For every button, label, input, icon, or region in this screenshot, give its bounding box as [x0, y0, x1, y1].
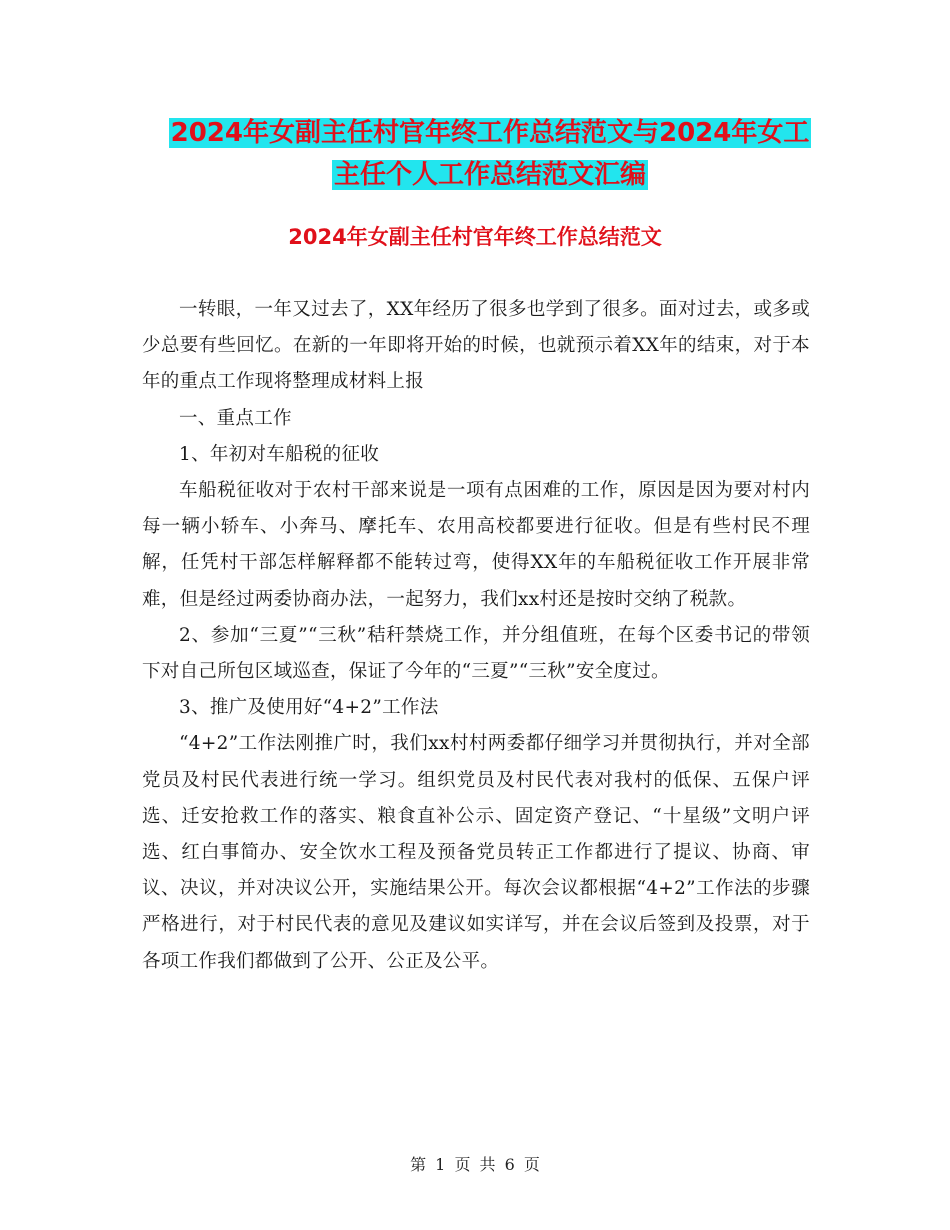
body-heading: 一、重点工作: [179, 407, 292, 429]
section-title: 2024年女副主任村官年终工作总结范文: [288, 225, 662, 249]
body-paragraph: 2、参加“三夏”“三秋”秸秆禁烧工作，并分组值班，在每个区委书记的带领下对自己所包区域巡查，保证了今年的“三夏”“三秋”安全度过。: [142, 624, 810, 683]
main-title-line-1: 2024年女副主任村官年终工作总结范文与2024年女工: [170, 118, 810, 148]
document-body: [142, 292, 810, 980]
main-title-line-2: 主任个人工作总结范文汇编: [333, 160, 646, 190]
page-number-footer: 第 1 页 共 6 页: [410, 1155, 540, 1174]
body-subheading: 1、年初对车船税的征收: [179, 443, 380, 465]
document-main-title: [140, 112, 840, 196]
body-subheading: 3、推广及使用好“4+2”工作法: [179, 697, 439, 719]
body-paragraph: “4+2”工作法刚推广时，我们xx村村两委都仔细学习并贯彻执行，并对全部党员及村民代表进行统一学习。组织党员及村民代表对我村的低保、五保户评选、迁安抢救工作的落实、粮食直补公示、固定资产登记、“十星级”文明户评选、红白事简办、安全饮水工程及预备党员转正工作都进行了提议、协商、审议、决议，并对决议公开，实施结果公开。每次会议都根据“4+2”工作法的步骤严格进行，对于村民代表的意见及建议如实详写，并在会议后签到及投票，对于各项工作我们都做到了公开、公正及公平。: [142, 733, 810, 972]
body-paragraph: 车船税征收对于农村干部来说是一项有点困难的工作，原因是因为要对村内每一辆小轿车、小奔马、摩托车、农用高校都要进行征收。但是有些村民不理解，任凭村干部怎样解释都不能转过弯，使得XX年的车船税征收工作开展非常难，但是经过两委协商办法，一起努力，我们xx村还是按时交纳了税款。: [142, 480, 810, 610]
body-paragraph: 一转眼，一年又过去了，XX年经历了很多也学到了很多。面对过去，或多或少总要有些回忆。在新的一年即将开始的时候，也就预示着XX年的结束，对于本年的重点工作现将整理成材料上报: [142, 299, 810, 393]
